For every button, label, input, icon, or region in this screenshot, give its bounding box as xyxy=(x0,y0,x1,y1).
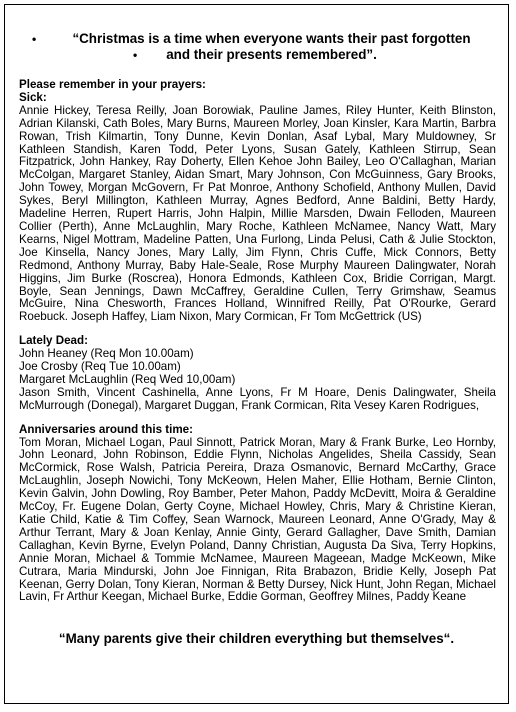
lately-dead-entry: Margaret McLaughlin (Req Wed 10,00am) xyxy=(19,372,236,386)
prayer-list xyxy=(19,79,496,604)
lately-dead-entry: John Heaney (Req Mon 10.00am) xyxy=(19,347,194,361)
bullet-2: • xyxy=(133,48,138,62)
top-quote xyxy=(5,31,508,63)
top-quote-text-1: “Christmas is a time when everyone wants their past forgotten xyxy=(72,31,471,46)
bullet-1: • xyxy=(32,32,37,46)
lately-dead-entry: Joe Crosby (Req Tue 10.00am) xyxy=(19,360,181,374)
newsletter-panel xyxy=(4,4,509,704)
spacer xyxy=(19,413,496,424)
prayers-heading: Please remember in your prayers: xyxy=(19,78,206,91)
sick-heading: Sick: xyxy=(19,90,47,104)
top-quote-line-1 xyxy=(5,31,508,47)
bottom-quote: “Many parents give their children everything but themselves“. xyxy=(58,631,455,646)
lately-dead-others: Jason Smith, Vincent Cashinella, Anne Lyons, Fr M Hoare, Denis Dalingwater, Sheila McMurrough (Donegal), Margaret Duggan, Frank Cormican, Rita Vesey Karen Rodrigues, xyxy=(19,385,496,412)
lately-dead-heading: Lately Dead: xyxy=(19,334,88,348)
spacer xyxy=(19,324,496,335)
top-quote-line-2 xyxy=(5,47,508,63)
anniversaries-heading: Anniversaries around this time: xyxy=(19,422,193,436)
top-quote-text-2: and their presents remembered”. xyxy=(166,47,377,62)
sick-names: Annie Hickey, Teresa Reilly, Joan Borowiak, Pauline James, Riley Hunter, Keith Blinston, Adrian Kilanski, Cath Boles, Mary Burns, Maureen Morley, Joan Kinsler, Kara Martin, Barbra Rowan, Trish Kilmartin, Tony Dunne, Kevin Donlan, Asaf Lybal, Mary Muldowney, Sr Kathleen Standish, Karen Todd, Peter Lyons, Susan Gately, Kathleen Stirrup, Sean Fitzpatrick, John Hankey, Ray Doherty, Ellen Kehoe John Bailey, Leo O'Callaghan, Marian McColgan, Margaret Stanley, Aidan Smart, Mary Johnson, Con McGuinness, Gary Brooks, John Towey, Morgan McGovern, Fr Pat Monroe, Anthony Schofield, Anthony Mullen, David Sykes, Beryl Millington, Kathleen Murray, Agnes Bedford, Anne Baldini, Betty Hardy, Madeline Herren, Rupert Harris, John Halpin, Millie Marsden, Dwain Felloden, Maureen Collier (Perth), Anne McLaughlin, Mary Roche, Kathleen McNamee, Nancy Watt, Mary Kearns, Nigel Mottram, Madeline Patten, Una Furlong, Linda Pelusi, Cath & Julie Stockton, Joe Kinsella, Nancy Jones, Mary Lally, Jim Flynn, Chris Cuffe, Mick Connors, Betty Redmond, Anthony Murray, Baby Hale-Seale, Rose Murphy Maureen Dalingwater, Norah Higgins, Jim Burke (Roscrea), Honora Edmonds, Kathleen Cox, Bridie Corrigan, Margt. Boyle, Sean Jennings, Dawn McCaffrey, Geraldine Cullen, Terry Grimshaw, Seamus McGuire, Nina Chesworth, Frances Holland, Winnifred Reilly, Pat O'Rourke, Gerard Roebuck. Joseph Haffey, Liam Nixon, Mary Cormican, Fr Tom McGettrick (US) xyxy=(19,103,496,324)
anniversaries-names: Tom Moran, Michael Logan, Paul Sinnott, Patrick Moran, Mary & Frank Burke, Leo Hornby, John Leonard, John Robinson, Eddie Flynn, Nicholas Angelides, Sheila Cassidy, Sean McCormick, Rose Walsh, Patricia Pereira, Draza Osmanovic, Bernard McCarthy, Grace McLaughlin, Joseph Nowichi, Tony McKeown, Helen Maher, Ellie Hotham, Bernie Clinton, Kevin Galvin, John Dowling, Roy Bamber, Peter Mahon, Paddy McDevitt, Moira & Geraldine McCoy, Fr. Eugene Dolan, Gerty Coyne, Michael Howley, Chris, Mary & Christine Kieran, Katie Child, Katie & Tim Coffey, Sean Warnock, Maureen Leonard, Anne O'Grady, May & Arthur Terrant, Mary & Joan Kenlay, Annie Ginty, Gerard Gallagher, Dave Smith, Damian Callaghan, Kevin Byrne, Evelyn Poland, Danny Christian, Augusta Da Siva, Terry Hopkins, Annie Moran, Michael & Tommie McNamee, Maureen Mageean, Madge McKeown, Mike Cutrara, Maria Mindurski, John Joe Finnigan, Rita Brabazon, Bridie Kelly, Joseph Pat Keenan, Gerry Dolan, Tony Kieran, Norman & Betty Dursey, Nick Hunt, John Regan, Michael Lavin, Fr Arthur Keegan, Michael Burke, Eddie Gorman, Geoffrey Milnes, Paddy Keane xyxy=(19,435,496,604)
